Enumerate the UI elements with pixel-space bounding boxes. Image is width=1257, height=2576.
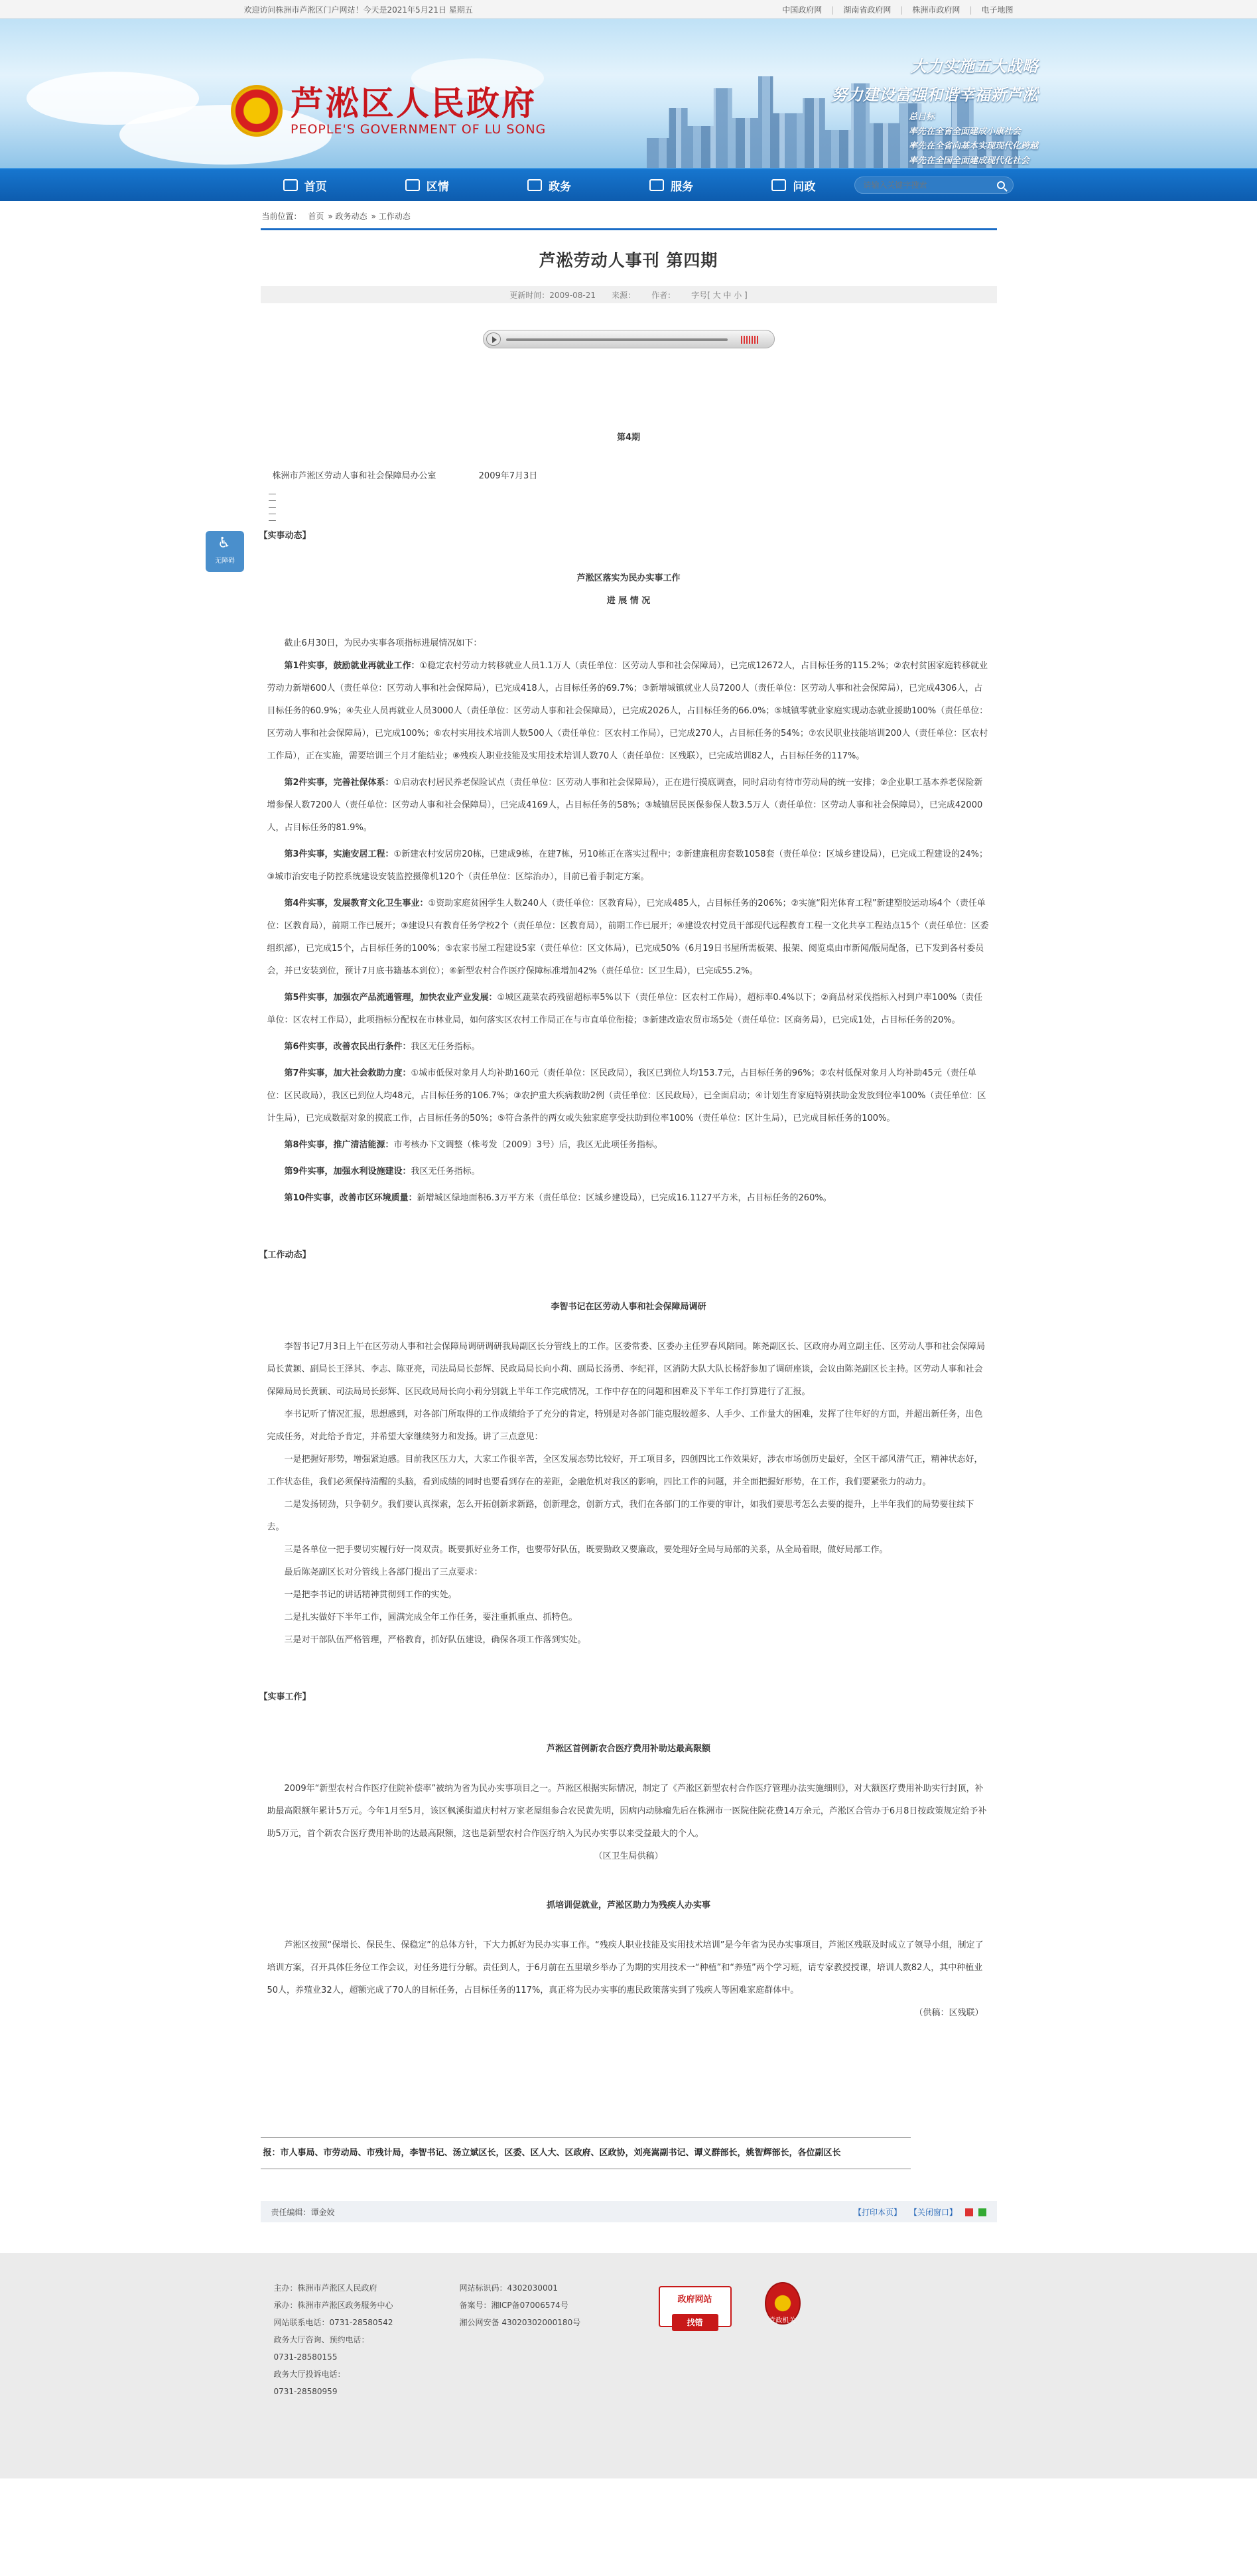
site-id: 网站标识码：4302030001 — [459, 2283, 558, 2293]
task-item — [267, 893, 990, 983]
paragraph: 最后陈尧副区长对分管线上各部门提出了三点要求： — [284, 1567, 483, 1577]
section-heading: 【实事动态】 — [259, 531, 311, 541]
subheading: 抓培训促就业，芦淞区助力为残疾人办实事 — [546, 1900, 710, 1910]
footer-hall-phone: 0731-28580155 — [273, 2352, 338, 2362]
task-lead: 第9件实事，加强水利设施建设： — [284, 1167, 411, 1177]
article-author: 作者： — [651, 290, 676, 300]
goal-item: 率先在全国全面建成现代化社会 — [908, 156, 1029, 166]
task-lead: 第4件实事，发展教育文化卫生事业： — [284, 898, 429, 908]
top-bar — [0, 0, 1257, 19]
chat-icon — [771, 179, 786, 191]
nav-inquiry[interactable] — [732, 177, 854, 194]
audio-player[interactable] — [483, 330, 775, 348]
play-icon[interactable] — [486, 332, 501, 346]
task-text: ①新建农村安居房20栋，已建成9栋，在建7栋，另10栋正在落实过程中；②新建廉租房套数1058套（责任单位：区城乡建设局），已完成工程建设的24%；③城市治安电子防控系统建设安装监控摄像机120个（责任单位：区综治办），目前已着手制定方案。 — [267, 849, 988, 882]
site-footer — [0, 2253, 1257, 2478]
issuer: 株洲市芦淞区劳动人事和社会保障局办公室 — [272, 471, 436, 481]
content-area — [261, 201, 997, 2222]
task-lead: 第2件实事，完善社保体系： — [284, 778, 394, 788]
source-note: （区卫生局供稿） — [594, 1851, 663, 1861]
footer-organizer: 承办：株洲市芦淞区政务服务中心 — [273, 2301, 393, 2310]
task-text: 我区无任务指标。 — [411, 1042, 480, 1052]
article-body — [261, 427, 997, 2169]
wechat-icon[interactable] — [978, 2208, 986, 2216]
nav-district[interactable] — [366, 177, 488, 194]
breadcrumb: 当前位置： 首页 » 政务动态 » 工作动态 — [261, 201, 997, 230]
site-title-en: PEOPLE'S GOVERNMENT OF LU SONG — [291, 122, 547, 137]
update-time: 更新时间：2009-08-21 — [509, 290, 596, 300]
audio-progress[interactable] — [506, 338, 728, 341]
search-icon[interactable] — [997, 181, 1005, 189]
paragraph: 一是把李书记的讲话精神贯彻到工作的实处。 — [284, 1590, 457, 1600]
task-text: ①资助家庭贫困学生人数240人（责任单位：区教育局），已完成485人，占目标任务的206%；②实施“阳光体育工程”新建塑胶运动场4个（责任单位：区教育局），前期工作已展开；③建设只有教育任务学校2个（责任单位：区教育局），前期工作已展开；④建设农村党员干部现代远程教育工程一文化共享工程站点15个（责任单位：区委组织部），已完成15个，占目标任务的100%；⑤农家书屋工程建设5家（责任单位：区文体局），已完成50%（6月19日书屋所需板架、报架、阅览桌由市新闻/版局配备，已下发到各村委员会，并已安装到位，预计7月底书籍基本到位）；⑥新型农村合作医疗保障标准增加42%（责任单位：区卫生局），已完成55.2%。 — [267, 898, 989, 976]
paragraph: 芦淞区按照“保增长、保民生、保稳定”的总体方针，下大力抓好为民办实事工作。“残疾人职业技能及实用技术培训”是今年省为民办实事项目，芦淞区残联及时成立了领导小组，制定了培训方案，召开具体任务位工作会议，对任务进行分解。责任到人，于6月前在五里墩乡举办了为期的实用技术一“种植”和“养殖”两个学习班，请专家教授授课，培训人数82人，其中种植业50人，养殖业32人，超额完成了70人的目标任务，占目标任务的117%，真正将为民办实事的惠民政策落实到了残疾人等困难家庭群体中。 — [267, 1940, 984, 1995]
link-zhuzhou-gov[interactable]: | 株洲市政府网 — [900, 5, 960, 15]
editor-label: 责任编辑： — [271, 2207, 311, 2217]
site-title-cn: 芦淞区人民政府 — [291, 84, 537, 123]
task-text: ①稳定农村劳动力转移就业人员1.1万人（责任单位：区劳动人事和社会保障局），已完成12672人，占目标任务的115.2%；②农村贫困家庭转移就业劳动力新增600人（责任单位：区劳动人事和社会保障局），已完成418人，占目标任务的69.7%；③新增城镇就业人员7200人（责任单位：区劳动人事和社会保障局），已完成4306人，占目标任务的60.9%；④失业人员再就业人员3000人（责任单位：区劳动人事和社会保障局），已完成2026人，占目标任务的66.0%；⑤城镇零就业家庭实现动态就业援助100%（责任单位：区劳动人事和社会保障局），已完成100%；⑥农村实用技术培训人数500人（责任单位：区农村工作局），已完成270人，占目标任务的54%；⑦农民职业技能培训200人（责任单位：区农村工作局），正在实施，需要培训三个月才能结业；⑧残疾人职业技能及实用技术培训人数70人（责任单位：区残联），已完成培训82人，占目标任务的117%。 — [267, 661, 988, 761]
link-hunan-gov[interactable]: | 湖南省政府网 — [831, 5, 891, 15]
share-icon[interactable] — [965, 2208, 973, 2216]
nav-home-label: 首页 — [304, 180, 327, 194]
volume-icon[interactable] — [741, 336, 760, 344]
task-text: ①城市低保对象月人均补助160元（责任单位：区民政局），我区已到位人均153.7元，占目标任务的96%；②农村低保对象月人均补助45元（责任单位：区民政局），我区已到位人均48元，占目标任务的106.7%；③农护重大疾病救助2例（责任单位：区民政局），已全面启动；④计划生育家庭特别扶助金发放到位率100%（责任单位：区计生局），已完成数据对象的摸底工作，占目标任务的50%；⑤符合条件的两女或失独家庭享受扶助到位率100%（责任单位：区计生局），已完成目标任务的100%。 — [267, 1068, 986, 1123]
site-banner — [0, 19, 1257, 168]
nav-service-label: 服务 — [671, 180, 694, 194]
document-icon — [527, 179, 542, 191]
article-source: 来源： — [612, 290, 636, 300]
link-map[interactable]: | 电子地图 — [969, 5, 1013, 15]
accessibility-button[interactable] — [206, 531, 244, 572]
paragraph: 截止6月30日，为民办实事各项指标进展情况如下： — [284, 638, 482, 648]
font-size-control[interactable]: 字号[ 大 中 小 ] — [691, 290, 748, 300]
footer-hall-label: 政务大厅咨询、预约电话： — [273, 2335, 369, 2344]
task-item — [267, 655, 990, 768]
accessibility-label: 无障碍 — [215, 557, 235, 565]
article-meta — [261, 286, 997, 303]
paragraph: 三是各单位一把手要切实履行好一岗双责。既要抓好业务工作，也要带好队伍，既要勤政又要廉政，要处理好全局与局部的关系，从全局着眼，做好局部工作。 — [284, 1545, 888, 1555]
print-button[interactable]: 【打印本页】 — [853, 2207, 901, 2217]
task-lead: 第1件实事，鼓励就业再就业工作： — [284, 661, 420, 671]
nav-home[interactable] — [244, 177, 366, 194]
search-box — [854, 177, 1013, 194]
subheading: 李智书记在区劳动人事和社会保障局调研 — [551, 1302, 706, 1312]
task-lead: 第7件实事，加大社会救助力度： — [284, 1068, 411, 1078]
main-nav — [0, 168, 1257, 201]
task-item — [267, 843, 990, 889]
goal-title: 总目标 — [908, 112, 935, 122]
task-lead: 第6件实事，改善农民出行条件： — [284, 1042, 411, 1052]
site-logo[interactable] — [231, 85, 546, 137]
badge-title: 政府网站 — [677, 2295, 712, 2305]
paragraph: 二是发扬韧劲，只争朝夕。我们要认真探索，怎么开拓创新求新路，创新理念，创新方式，我们在各部门的工作要的审计，如我们要思考怎么去要的提升，上半年我们的局势要往续下去。 — [267, 1500, 974, 1532]
task-item — [267, 1036, 990, 1058]
breadcrumb-news[interactable]: 政务动态 — [335, 212, 367, 221]
article-title: 芦淞劳动人事刊 第四期 — [539, 251, 718, 270]
footer-complaint-label: 政务大厅投诉电话： — [273, 2370, 346, 2379]
task-lead: 第5件实事，加强农产品流通管理，加快农业产业发展： — [284, 993, 497, 1003]
divider-marks: — — — — — — [268, 489, 277, 525]
police-record[interactable]: 湘公网安备 43020302000180号 — [459, 2318, 581, 2327]
badge2-label: 党政机关 — [769, 2317, 796, 2325]
task-text: 我区无任务指标。 — [411, 1167, 480, 1177]
party-gov-badge[interactable] — [765, 2282, 801, 2325]
find-error-badge[interactable] — [659, 2286, 732, 2327]
slogan-line-2: 努力建设富强和谐幸福新芦淞 — [831, 86, 1038, 104]
task-text: 新增城区绿地面积6.3万平方米（责任单位：区城乡建设局），已完成16.1127平方米，占目标任务的260%。 — [417, 1193, 832, 1203]
paragraph: 李书记听了情况汇报，思想感到，对各部门所取得的工作成绩给予了充分的肯定，特别是对各部门能克服较超多、人手少、工作量大的困难，发挥了往年好的方面，并超出新任务，出色完成任务，对此给予肯定，并希望大家继续努力和发扬。讲了三点意见： — [267, 1409, 983, 1442]
welcome-text: 欢迎访问株洲市芦淞区门户网站！今天是2021年5月21日 星期五 — [243, 5, 473, 15]
home-icon — [283, 179, 298, 191]
source-note: （供稿：区残联） — [914, 2008, 984, 2018]
subheading: 芦淞区首例新农合医疗费用补助达最高限额 — [546, 1744, 710, 1754]
footer-sponsor: 主办：株洲市芦淞区人民政府 — [273, 2283, 377, 2293]
task-text: ①启动农村居民养老保险试点（责任单位：区劳动人事和社会保障局），正在进行摸底调查，同时启动有待市劳动局的统一安排；②企业职工基本养老保险新增参保人数7200人（责任单位：区劳动人事和社会保障局），已完成4169人，占目标任务的58%；③城镇居民医保参保人数3.5万人（责任单位：区劳动人事和社会保障局），已完成42000人，占目标任务的81.9%。 — [267, 778, 983, 833]
paragraph: 三是对干部队伍严格管理，严格教育，抓好队伍建设，确保各项工作落到实处。 — [284, 1635, 586, 1645]
breadcrumb-prefix: 当前位置： — [261, 212, 302, 221]
top-links — [773, 4, 1013, 15]
search-input[interactable] — [863, 180, 982, 190]
goal-item: 率先在全省全面建成小康社会 — [908, 127, 1021, 137]
editor-name: 谭金姣 — [310, 2207, 335, 2217]
footer-phone: 网站联系电话：0731-28580542 — [273, 2318, 393, 2327]
link-gov-cn[interactable]: 中国政府网 — [782, 5, 823, 15]
nav-district-label: 区情 — [426, 180, 449, 194]
task-list — [261, 655, 997, 1210]
task-item — [267, 1134, 990, 1157]
icp-number[interactable]: 备案号：湘ICP备07006574号 — [459, 2301, 568, 2310]
section-heading: 【实事工作】 — [259, 1692, 311, 1702]
task-lead: 第3件实事，实施安居工程： — [284, 849, 394, 859]
distribution-list: 报：市人事局、市劳动局、市残计局，李智书记、汤立斌区长，区委、区人大、区政府、区政协，刘亮嵩副书记、谭义群部长，姚智辉部长，各位副区长 — [261, 2137, 911, 2169]
paragraph: 一是把握好形势，增强紧迫感。目前我区压力大，大家工作很辛苦，全区发展态势比较好，开工项目多，四创四比工作效果好，涉农市场创历史最好，全区干部风清气正，精神状态好，工作状态佳，我们必须保持清醒的头脑，看到成绩的同时也要看到存在的差距，金融危机对我区的影响，四比工作的问题，并全面把握好形势，在工作，我们要紧张力的动力。 — [267, 1455, 983, 1487]
task-item — [267, 987, 990, 1032]
footer-complaint-phone: 0731-28580959 — [273, 2387, 338, 2396]
paragraph: 二是扎实做好下半年工作，圆满完成全年工作任务，要注重抓重点、抓特色。 — [284, 1612, 578, 1622]
service-icon — [649, 179, 664, 191]
task-item — [267, 1062, 990, 1130]
breadcrumb-home[interactable]: 首页 — [308, 212, 324, 221]
issue-date: 2009年7月3日 — [478, 471, 538, 481]
editor-bar — [261, 2201, 997, 2222]
picture-icon — [405, 179, 420, 191]
subheading: 芦淞区落实为民办实事工作 — [576, 573, 681, 583]
close-window-button[interactable]: 【关闭窗口】 — [909, 2207, 957, 2217]
national-emblem-icon — [231, 85, 283, 137]
task-text: ①城区蔬菜农药残留超标率5%以下（责任单位：区农村工作局），超标率0.4%以下；②商品材采伐指标入村到户率100%（责任单位：区农村工作局），此项指标分配权在市林业局，如何落实区农村工作局正在与市直单位衔接；③新建改造农贸市场5处（责任单位：区商务局），已完成1处，占目标任务的20%。 — [267, 993, 983, 1025]
nav-government-label: 政务 — [548, 180, 571, 194]
footer-registration — [460, 2279, 581, 2331]
subheading: 进 展 情 况 — [606, 596, 651, 606]
paragraph: 李智书记7月3日上午在区劳动人事和社会保障局调研调研我局副区长分管线上的工作。区委常委、区委办主任罗春风陪同。陈尧副区长、区政府办周立副主任、区劳动人事和社会保障局局长黄颖、副局长王泽其、李志、陈亚亮，司法局局长彭辉、民政局局长向小莉、副局长汤勇、李纪祥，区消防大队大队长杨舒参加了调研座谈，会议由陈尧副区长主持。区劳动人事和社会保障局局长黄颖、司法局局长彭辉、区民政局局长向小莉分别就上半年工作完成情况，工作中存在的问题和困难及下半年工作打算进行了汇报。 — [267, 1342, 986, 1397]
paragraph: 2009年“新型农村合作医疗住院补偿率”被纳为省为民办实事项目之一。芦淞区根据实际情况，制定了《芦淞区新型农村合作医疗管理办法实施细则》，对大额医疗费用补助实行封顶，补助最高限额年累计5万元。今年1月至5月，该区枫溪街道庆村村万家老屋组参合农民黄先明，因病内动脉瘤先后在株洲市一医院住院花费14万余元，芦淞区合管办于6月8日按政策规定给予补助5万元，首个新农合医疗费用补助的达最高限额，这也是新型农村合作医疗纳入为民办实事以来受益最大的个人。 — [267, 1784, 987, 1839]
section-heading: 【工作动态】 — [259, 1250, 311, 1260]
banner-slogan — [763, 53, 1038, 168]
task-item — [267, 1161, 990, 1183]
nav-service[interactable] — [610, 177, 732, 194]
breadcrumb-work[interactable]: 工作动态 — [378, 212, 411, 221]
issue-number: 第4期 — [616, 433, 641, 443]
nav-inquiry-label: 问政 — [793, 180, 816, 194]
footer-contact — [274, 2279, 393, 2400]
task-item — [267, 772, 990, 839]
task-item — [267, 1187, 990, 1210]
nav-government[interactable] — [488, 177, 610, 194]
task-lead: 第8件实事，推广清洁能源： — [284, 1140, 394, 1150]
badge-subtitle: 找错 — [672, 2314, 718, 2331]
work-paragraphs — [261, 1336, 997, 1652]
task-lead: 第10件实事，改善市区环境质量： — [284, 1193, 417, 1203]
slogan-line-1: 大力实施五大战略 — [911, 57, 1038, 76]
task-text: 市考核办下文调整（株考发〔2009〕3号）后，我区无此项任务指标。 — [393, 1140, 663, 1150]
issuer-line — [273, 465, 997, 488]
goal-item: 率先在全省向基本实现现代化跨越 — [908, 141, 1038, 151]
